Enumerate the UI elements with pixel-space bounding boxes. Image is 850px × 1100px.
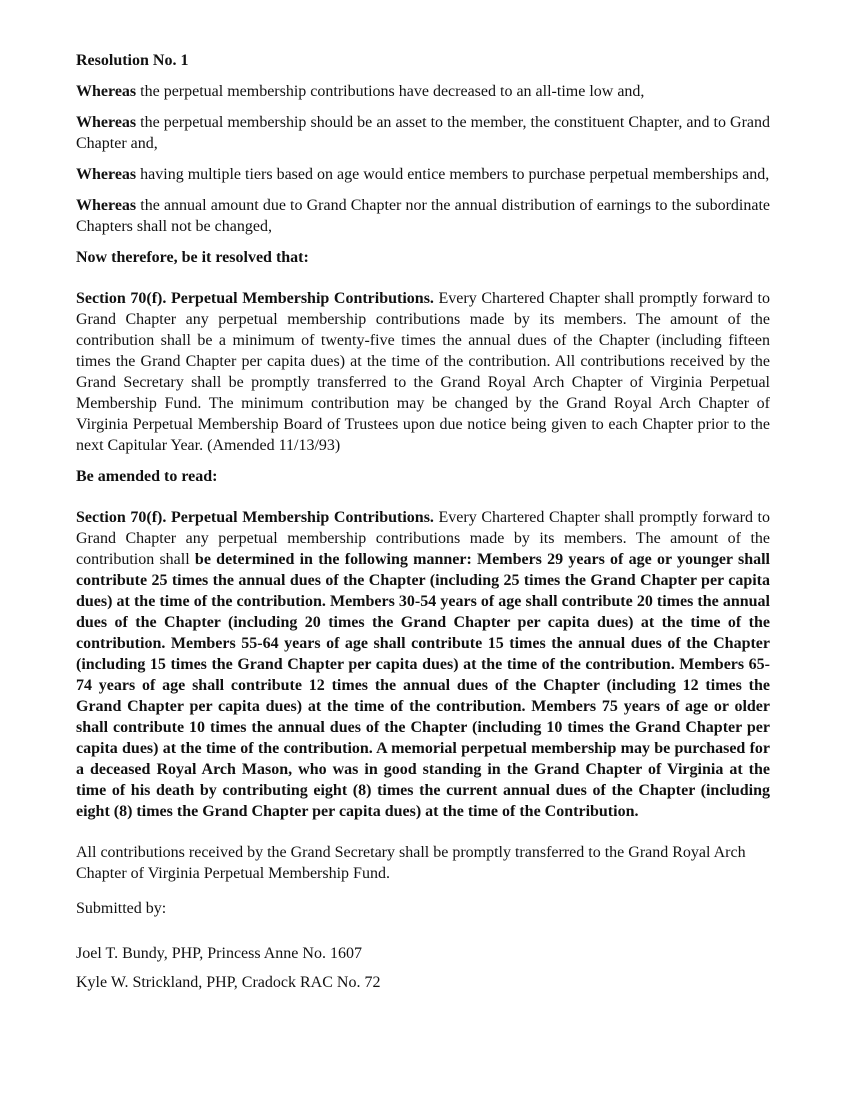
whereas-text: the perpetual membership should be an asset to the member, the constituent Chapter, and to Grand Chapter and, <box>76 114 770 152</box>
whereas-text: having multiple tiers based on age would entice members to purchase perpetual memberships and, <box>136 166 770 183</box>
signatory: Kyle W. Strickland, PHP, Cradock RAC No. 72 <box>76 974 381 991</box>
whereas-lead: Whereas <box>76 83 137 100</box>
closing-paragraph: All contributions received by the Grand Secretary shall be promptly transferred to the Grand Royal Arch Chapter of Virginia Perpetual Membership Fund. <box>76 844 746 882</box>
submitted-by-label: Submitted by: <box>76 900 167 917</box>
resolved-statement: Now therefore, be it resolved that: <box>76 249 309 266</box>
whereas-text: the perpetual membership contributions have decreased to an all-time low and, <box>136 83 645 100</box>
whereas-lead: Whereas <box>76 166 137 183</box>
section-text: Every Chartered Chapter shall promptly forward to Grand Chapter any perpetual membership contributions made by its members. The amount of the contribution shall be a minimum of twenty-five times the annual dues of the Chapter (including fifteen times the Grand Chapter per capita dues) at the time of the contribution. All contributions received by the Grand Secretary shall be promptly transferred to the Grand Royal Arch Chapter of Virginia Perpetual Membership Fund. The minimum contribution may be changed by the Grand Royal Arch Chapter of Virginia Perpetual Membership Board of Trustees upon due notice being given to each Chapter prior to the next Capitular Year. (Amended 11/13/93) <box>76 290 770 454</box>
original-section <box>76 288 770 456</box>
whereas-text: the annual amount due to Grand Chapter nor the annual distribution of earnings to the subordinate Chapters shall not be changed, <box>76 197 770 235</box>
section-text-plain: Every Chartered Chapter shall promptly forward to Grand Chapter any perpetual membership contributions made by its members. The amount of the contribution shall <box>76 509 770 568</box>
whereas-clause-3 <box>76 164 770 185</box>
whereas-clause-2 <box>76 112 770 154</box>
amended-section <box>76 507 770 822</box>
section-text-bold: be determined in the following manner: Members 29 years of age or younger shall contribute 25 times the annual dues of the Chapter (including 25 times the Grand Chapter per capita dues) at the time of the contribution. Members 30-54 years of age shall contribute 20 times the annual dues of the Chapter (including 20 times the Grand Chapter per capita dues) at the time of the contribution. Members 55-64 years of age shall contribute 15 times the annual dues of the Chapter (including 15 times the Grand Chapter per capita dues) at the time of the contribution. Members 65-74 years of age shall contribute 12 times the annual dues of the Chapter (including 12 times the Grand Chapter per capita dues) at the time of the contribution. Members 75 years of age or older shall contribute 10 times the annual dues of the Chapter (including 10 times the Grand Chapter per capita dues) at the time of the contribution. A memorial perpetual membership may be purchased for a deceased Royal Arch Mason, who was in good standing in the Grand Chapter of Virginia at the time of his death by contributing eight (8) times the current annual dues of the Chapter (including eight (8) times the Grand Chapter per capita dues) at the time of the Contribution. <box>76 551 770 820</box>
signatory: Joel T. Bundy, PHP, Princess Anne No. 1607 <box>76 945 362 962</box>
whereas-lead: Whereas <box>76 114 137 131</box>
whereas-clause-1 <box>76 81 770 102</box>
section-heading: Section 70(f). Perpetual Membership Contributions. <box>76 290 434 307</box>
whereas-lead: Whereas <box>76 197 137 214</box>
resolution-title: Resolution No. 1 <box>76 52 189 69</box>
document-page <box>76 50 770 993</box>
section-heading: Section 70(f). Perpetual Membership Contributions. <box>76 509 434 526</box>
whereas-clause-4 <box>76 195 770 237</box>
amended-label: Be amended to read: <box>76 468 218 485</box>
